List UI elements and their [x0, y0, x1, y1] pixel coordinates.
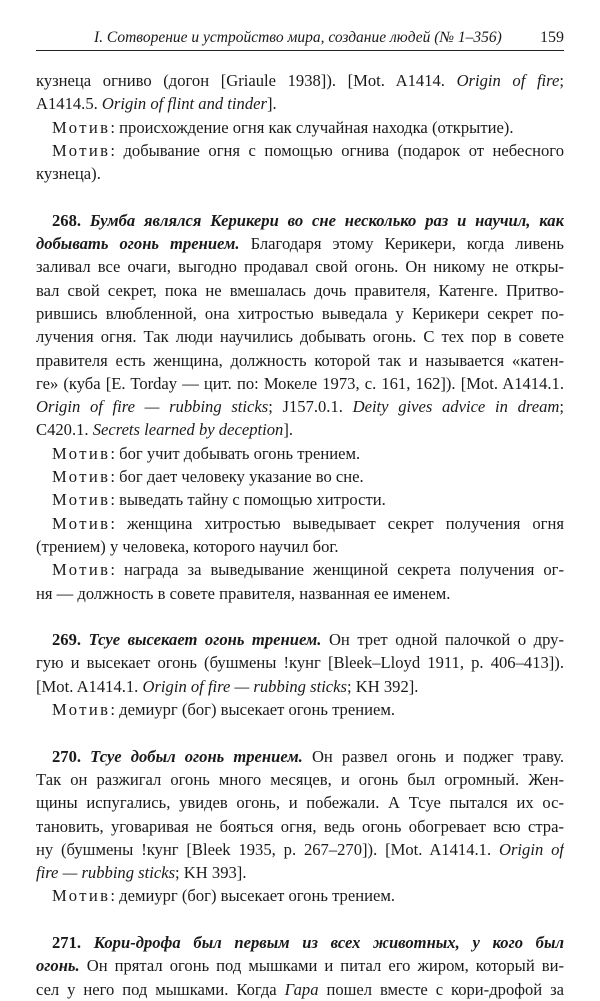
text-line: C420.1. Secrets learned by deception]. [36, 420, 293, 440]
text-line: щины испугались, увидев огонь, и побежали. А Тсуе пытался их ос- [36, 793, 564, 813]
entry-title: добывать огонь трением. [36, 234, 240, 254]
motif-line: Мотив: бог учит добывать огонь трением. [52, 443, 361, 463]
entry-number: 269. [52, 630, 82, 650]
entry-title-line [36, 931, 564, 954]
text-line: вал свой секрет, пока не вмешалась дочь правителя, Катенге. Притво- [36, 280, 564, 300]
motif-label: Мотив [52, 490, 111, 510]
entry-title-line: 270. Тсуе добыл огонь трением. Он развел огонь и поджег траву. [52, 746, 564, 766]
entry-title: Бумба являлся Керикери во сне несколько раз и научил, как [89, 210, 564, 230]
page-number: 159 [540, 29, 564, 46]
text-line: кузнеца). [36, 164, 101, 184]
entry-gap [36, 908, 564, 931]
entry-269 [36, 628, 564, 721]
text-line: лучения огня. Так люди научились добывать огонь. С тех пор в совете [36, 327, 564, 347]
text-line: A1414.5. Origin of flint and tinder]. [36, 94, 277, 114]
entry-271 [36, 931, 564, 1001]
text-line: Так он разжигал огонь много месяцев, и огонь был огромный. Жен- [36, 769, 564, 789]
entry-268 [36, 209, 564, 605]
entry-number: 271. [52, 932, 82, 952]
text-line: заливал все очаги, выгодно продавал свой огонь. Он никому не откры- [36, 257, 564, 277]
text-line: огонь. Он прятал огонь под мышками и питал его жиром, который ви- [36, 956, 564, 976]
text-line: кузнеца огниво (догон [Griaule 1938]). [Mot. A1414. Origin of fire; [36, 71, 564, 90]
entry-number: 268. [52, 210, 82, 230]
entry-title: Кори-дрофа был первым из всех животных, у кого был [93, 932, 564, 952]
motif-label: Мотив [52, 886, 111, 906]
motif-label: Мотив [52, 443, 111, 463]
entry-gap [36, 605, 564, 628]
entry-title: Тсуе высекает огонь трением. [88, 630, 322, 650]
text-line: ге» (куба [E. Torday — цит. по: Мокеле 1973, с. 161, 162]). [Mot. A1414.1. [36, 373, 564, 393]
text-line: ня — должность в совете правителя, названная ее именем. [36, 583, 451, 603]
text-line: fire — rubbing sticks; KH 393]. [36, 863, 247, 883]
text-line: добывать огонь трением. Благодаря этому Керикери, когда ливень [36, 234, 564, 254]
motif-label: Мотив [52, 560, 111, 580]
motif-label: Мотив [52, 117, 111, 137]
text-line: гую и высекает огонь (бушмены !кунг [Bleek–Lloyd 1911, p. 406–413]). [36, 653, 564, 673]
text-line: сел у него под мышками. Когда Гара пошел вместе с кори-дрофой за [36, 979, 564, 999]
motif-label: Мотив [52, 513, 111, 533]
entry-title-line: 269. Тсуе высекает огонь трением. Он трет одной палочкой о дру- [52, 630, 564, 650]
entry-267-tail [36, 69, 564, 185]
entry-gap [36, 721, 564, 744]
motif-label: Мотив [52, 140, 111, 160]
motif-label: Мотив [52, 700, 111, 720]
entry-title-line [36, 209, 564, 232]
motif-line: Мотив: бог дает человеку указание во сне. [52, 467, 364, 487]
entry-title: Тсуе добыл огонь трением. [90, 746, 303, 766]
text-line: тановить, уговаривая не бояться огня, ведь огонь обогревает всю стра- [36, 816, 564, 836]
motif-line: Мотив: добывание огня с помощью огнива (подарок от небесного [52, 140, 564, 160]
text-line: правителя есть женщина, должность которой так и называется «катен- [36, 350, 564, 370]
text-line: (трением) у человека, которого научил бог. [36, 536, 339, 556]
entry-title: огонь. [36, 956, 80, 976]
running-header [36, 20, 564, 51]
motif-line: Мотив: демиург (бог) высекает огонь трением. [52, 886, 395, 906]
motif-line: Мотив: происхождение огня как случайная находка (открытие). [52, 117, 514, 137]
motif-label: Мотив [52, 467, 111, 487]
motif-line: Мотив: женщина хитростью выведывает секрет получения огня [52, 513, 564, 533]
page-body [36, 69, 564, 1001]
text-line: ну (бушмены !кунг [Bleek 1935, p. 267–270]). [Mot. A1414.1. Origin of [36, 839, 564, 859]
motif-line: Мотив: демиург (бог) высекает огонь трением. [52, 700, 395, 720]
entry-number: 270. [52, 746, 82, 766]
text-line: рившись влюбленной, она хитростью выведала у Керикери секрет по- [36, 303, 564, 323]
entry-270 [36, 745, 564, 908]
motif-line: Мотив: награда за выведывание женщиной секрета получения ог- [52, 560, 564, 580]
motif-line: Мотив: выведать тайну с помощью хитрости. [52, 490, 386, 510]
entry-gap [36, 185, 564, 208]
text-line: [Mot. A1414.1. Origin of fire — rubbing sticks; KH 392]. [36, 676, 419, 696]
text-line: Origin of fire — rubbing sticks; J157.0.1. Deity gives advice in dream; [36, 397, 564, 417]
header-title: I. Сотворение и устройство мира, создание людей (№ 1–356) [94, 29, 502, 46]
